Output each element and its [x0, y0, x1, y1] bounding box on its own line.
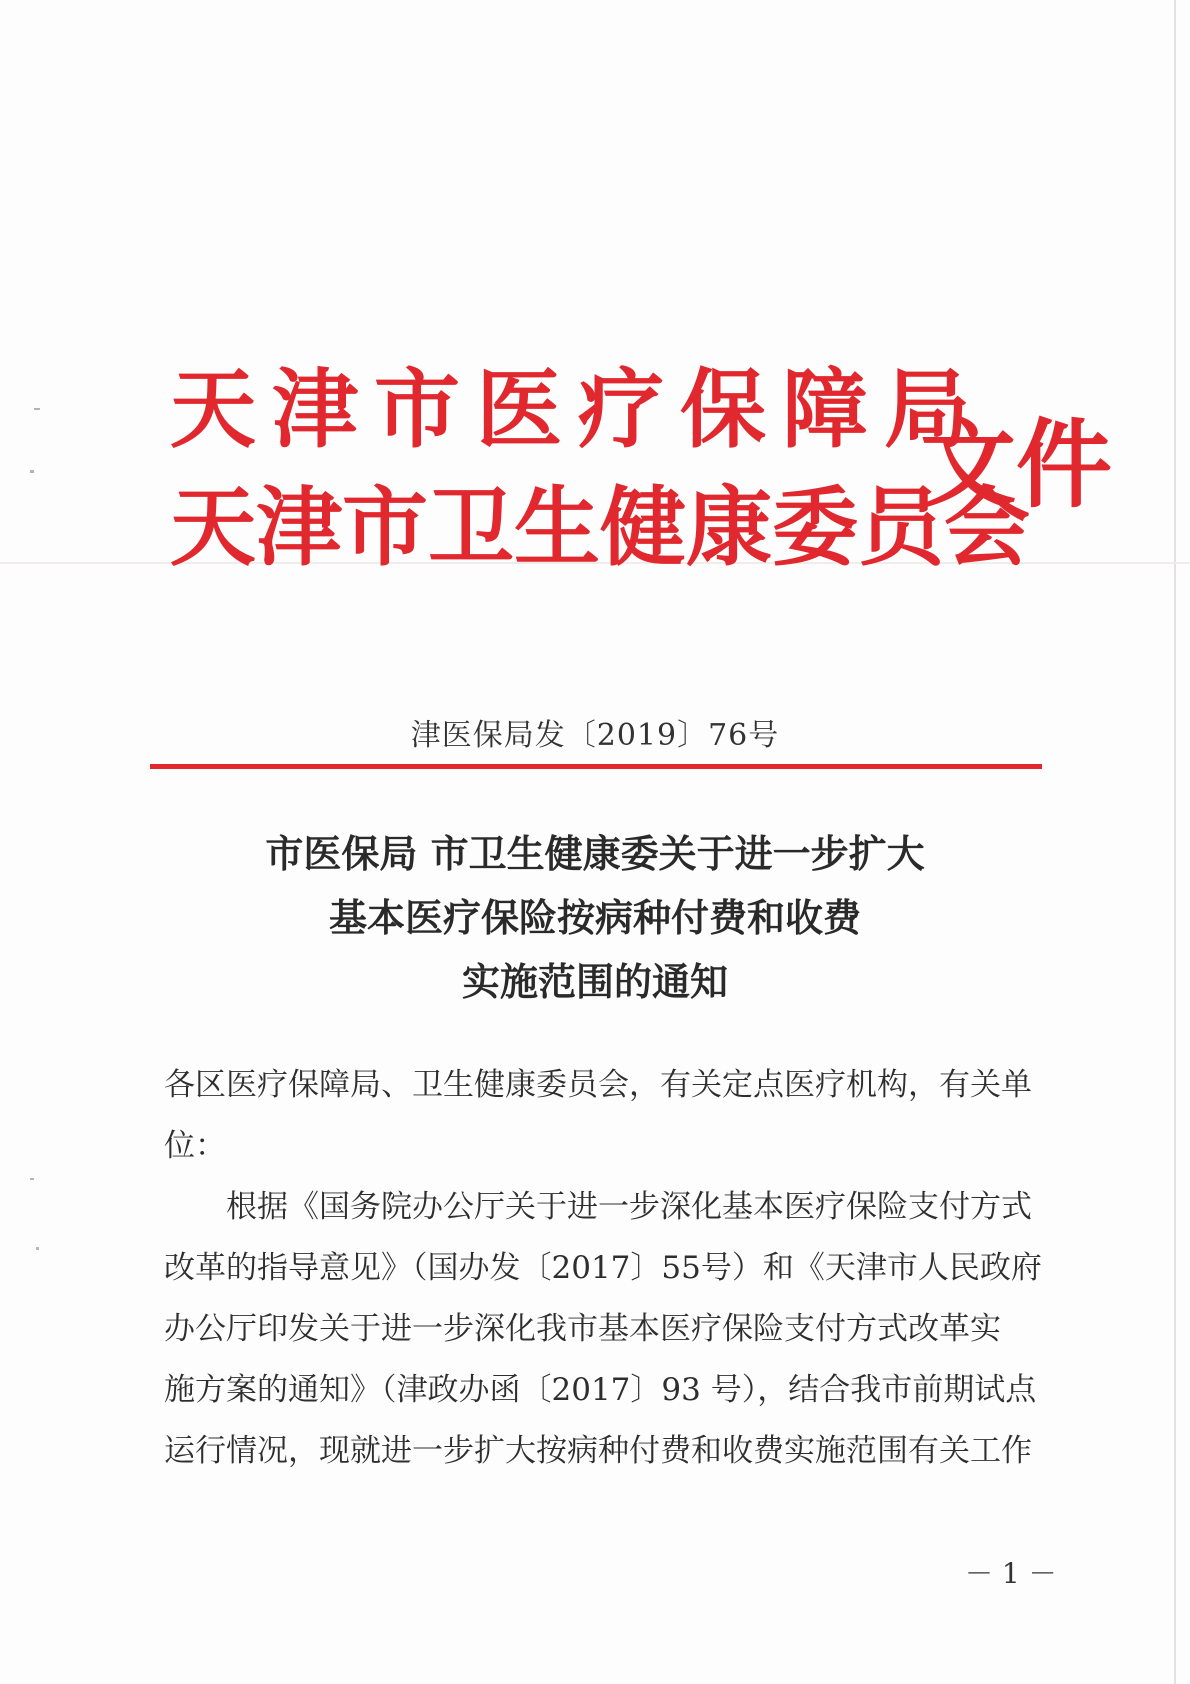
- paragraph-line: 改革的指导意见》（国办发〔2017〕55号）和《天津市人民政府: [164, 1250, 1042, 1286]
- title-line: 实施范围的通知: [461, 960, 728, 1004]
- title-line: 市医保局 市卫生健康委关于进一步扩大: [265, 832, 925, 876]
- header-authority-medical-security: 天津市医疗保障局: [170, 359, 986, 460]
- paragraph-line: 施方案的通知》（津政办函〔2017〕93 号），结合我市前期试点: [164, 1372, 1037, 1408]
- scan-speck: [36, 1247, 39, 1250]
- paragraph-line: 根据《国务院办公厅关于进一步深化基本医疗保险支付方式: [226, 1189, 1032, 1225]
- scan-speck: [30, 1178, 34, 1180]
- addressee-line: 位：: [164, 1128, 226, 1164]
- scan-speck: [34, 408, 40, 410]
- document-number: 津医保局发〔2019〕76号: [410, 718, 780, 753]
- addressee-line: 各区医疗保障局、卫生健康委员会，有关定点医疗机构，有关单: [164, 1067, 1032, 1103]
- issuing-authority-header: [170, 355, 1112, 578]
- document-title: [0, 822, 1190, 1014]
- header-authority-health-commission: 天津市卫生健康委员会: [170, 477, 1030, 578]
- header-document-suffix: 文件: [920, 408, 1112, 521]
- document-body: [164, 1055, 1042, 1482]
- paragraph-line: 办公厅印发关于进一步深化我市基本医疗保险支付方式改革实: [164, 1311, 1001, 1347]
- page-number: － 1 －: [965, 1557, 1057, 1590]
- scan-speck: [30, 470, 34, 473]
- title-line: 基本医疗保险按病种付费和收费: [328, 896, 861, 940]
- red-separator-line: [150, 764, 1042, 769]
- paragraph-line: 运行情况，现就进一步扩大按病种付费和收费实施范围有关工作: [164, 1433, 1032, 1469]
